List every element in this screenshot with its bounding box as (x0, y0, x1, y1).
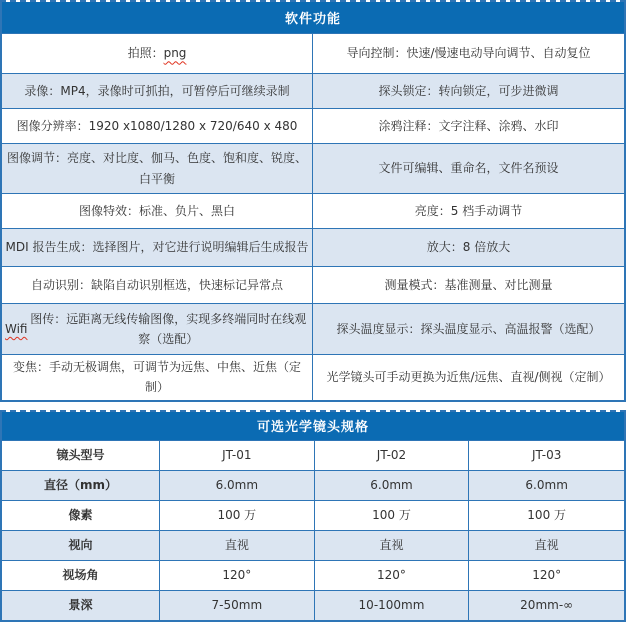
cell-text: 图传：远距离无线传输图像，实现多终端同时在线观察（选配） (30, 311, 307, 346)
row-label-lens-model: 镜头型号 (2, 441, 160, 470)
cell-dof-jt01: 7-50mm (160, 591, 315, 620)
table-row-wifi (2, 303, 624, 354)
cell-guide-control: 导向控制：快速/慢速电动导向调节、自动复位 (346, 46, 591, 61)
cell-diameter-jt03: 6.0mm (525, 478, 568, 493)
table-row-view-direction (2, 530, 624, 560)
table-row-image-effect (2, 193, 624, 228)
cell-zoom-focus: 变焦：手动无极调焦，可调节为远焦、中焦、近焦（定制） (2, 355, 313, 400)
row-label-fov: 视场角 (2, 561, 160, 590)
table-row-depth-of-field (2, 590, 624, 620)
cell-photo (2, 34, 313, 73)
cell-brightness: 亮度：5 档手动调节 (414, 203, 523, 218)
cell-mdi-report: MDI 报告生成：选择图片，对它进行说明编辑后生成报告 (2, 229, 313, 266)
cell-annotation: 涂鸦注释：文字注释、涂鸦、水印 (378, 118, 559, 133)
row-label-depth-of-field: 景深 (2, 591, 160, 620)
cell-view-jt01: 直视 (160, 531, 315, 560)
row-label-pixels: 像素 (2, 501, 160, 530)
cell-measure-mode: 测量模式：基准测量、对比测量 (384, 277, 553, 292)
cell-image-adjust: 图像调节：亮度、对比度、伽马、色度、饱和度、锐度、白平衡 (2, 144, 313, 193)
cell-wifi-transfer (2, 304, 313, 354)
table-row-image-adjust (2, 143, 624, 193)
table-row-pixels (2, 500, 624, 530)
cell-dof-jt02: 10-100mm (315, 591, 470, 620)
table-row-resolution (2, 108, 624, 143)
cell-diameter-jt02: 6.0mm (315, 471, 470, 500)
misspelled-text: png (163, 46, 187, 61)
cell-view-jt03: 直视 (534, 538, 559, 553)
table-row-record (2, 73, 624, 108)
cell-fov-jt01: 120° (160, 561, 315, 590)
cell-probe-lock: 探头锁定：转向锁定，可步进微调 (378, 83, 559, 98)
cell-probe-temperature: 探头温度显示：探头温度显示、高温报警（选配） (336, 321, 601, 336)
cell-text: 拍照： (127, 46, 164, 61)
software-table-title: 软件功能 (2, 2, 624, 33)
table-row-lens-model (2, 440, 624, 470)
cell-zoom-in: 放大：8 倍放大 (426, 240, 511, 255)
table-row-diameter (2, 470, 624, 500)
table-row-fov (2, 560, 624, 590)
cell-fov-jt03: 120° (532, 568, 562, 583)
cell-view-jt02: 直视 (315, 531, 470, 560)
lens-table-title: 可选光学镜头规格 (2, 412, 624, 440)
cell-pixels-jt02: 100 万 (315, 501, 470, 530)
table-row-focus (2, 354, 624, 400)
cell-image-effect: 图像特效：标准、负片、黑白 (2, 194, 313, 228)
cell-dof-jt03: 20mm-∞ (520, 598, 574, 613)
cell-pixels-jt03: 100 万 (527, 508, 567, 523)
cell-diameter-jt01: 6.0mm (160, 471, 315, 500)
cell-auto-detect: 自动识别：缺陷自动识别框选，快速标记异常点 (2, 267, 313, 303)
misspelled-text: Wifi (5, 321, 28, 336)
cell-resolution: 图像分辨率：1920 x1080/1280 x 720/640 x 480 (2, 109, 313, 143)
row-label-diameter: 直径（mm） (2, 471, 160, 500)
cell-fov-jt02: 120° (315, 561, 470, 590)
cell-model-jt01: JT-01 (160, 441, 315, 470)
cell-pixels-jt01: 100 万 (160, 501, 315, 530)
row-label-view-direction: 视向 (2, 531, 160, 560)
cell-model-jt02: JT-02 (315, 441, 470, 470)
cell-optical-lens-swap: 光学镜头可手动更换为近焦/远焦、直视/侧视（定制） (326, 370, 611, 385)
cell-model-jt03: JT-03 (531, 448, 562, 463)
cell-record: 录像：MP4，录像时可抓拍，可暂停后可继续录制 (2, 74, 313, 108)
table-row-mdi-report (2, 228, 624, 266)
lens-spec-table (0, 410, 626, 622)
cell-file-edit: 文件可编辑、重命名，文件名预设 (378, 161, 559, 176)
table-row-photo (2, 33, 624, 73)
table-row-auto-detect (2, 266, 624, 303)
